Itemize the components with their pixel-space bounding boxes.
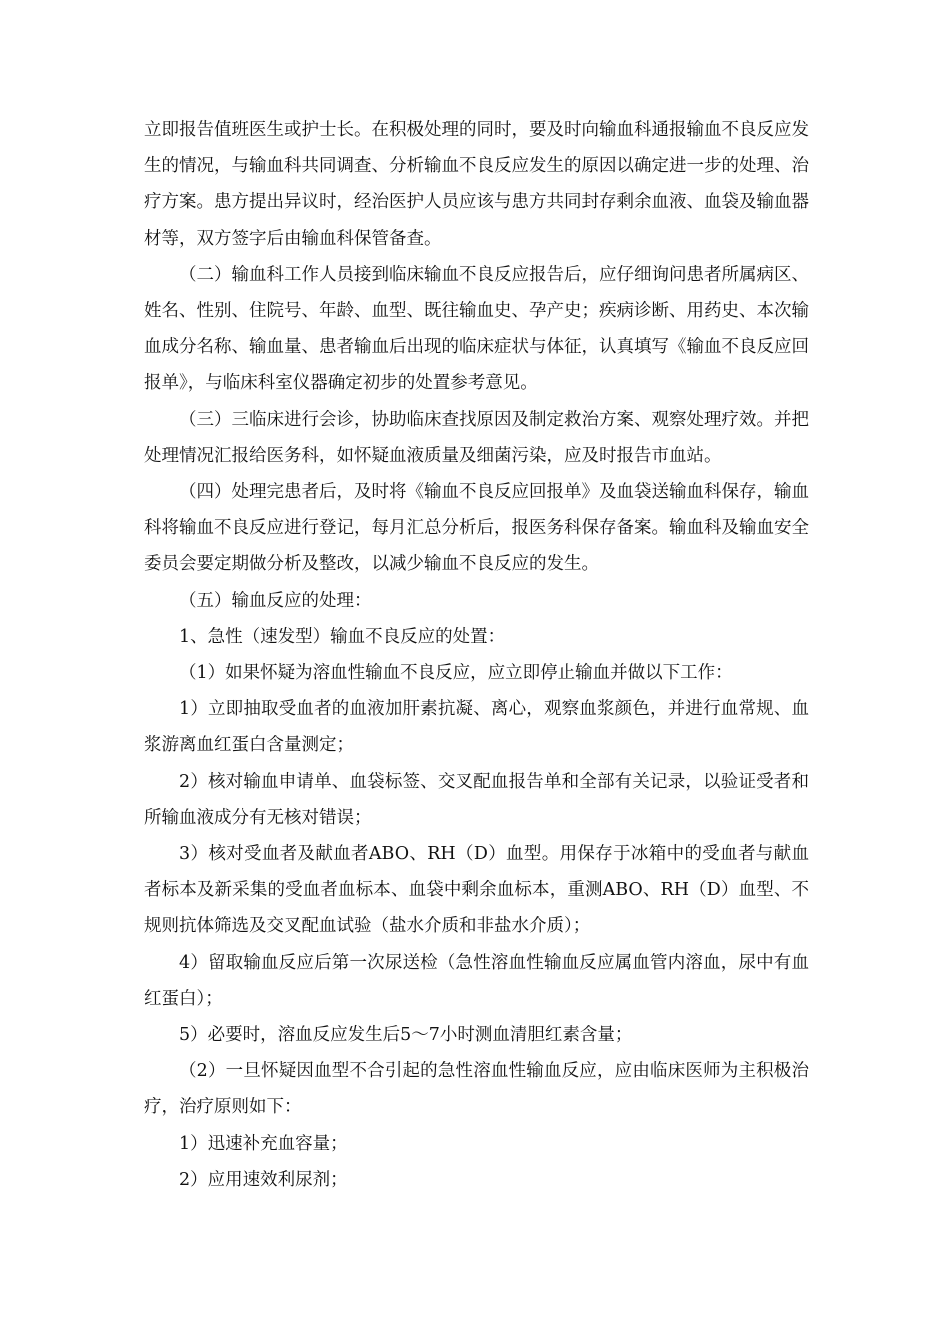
- paragraph-subitem-1-3: 3）核对受血者及献血者ABO、RH（D）血型。用保存于冰箱中的受血者与献血者标本及新采集的受血者血标本、血袋中剩余血标本，重测ABO、RH（D）血型、不规则抗体筛选及交叉配血试验（盐水介质和非盐水介质）；: [144, 844, 809, 937]
- document-page: [144, 112, 809, 1198]
- paragraph-acute-reaction-heading: 1、急性（速发型）输血不良反应的处置：: [179, 626, 506, 647]
- paragraph-subitem-1-1: 1）立即抽取受血者的血液加肝素抗凝、离心，观察血浆颜色，并进行血常规、血浆游离血红蛋白含量测定；: [144, 699, 809, 756]
- paragraph-subitem-2-2: 2）应用速效利尿剂；: [179, 1169, 348, 1190]
- paragraph-item-1: （1）如果怀疑为溶血性输血不良反应，应立即停止输血并做以下工作：: [179, 663, 733, 684]
- paragraph-subitem-1-2: 2）核对输血申请单、血袋标签、交叉配血报告单和全部有关记录，以验证受者和所输血液成分有无核对错误；: [144, 771, 809, 828]
- paragraph-section-3: （三）三临床进行会诊，协助临床查找原因及制定救治方案、观察处理疗效。并把处理情况汇报给医务科，如怀疑血液质量及细菌污染，应及时报告市血站。: [144, 409, 809, 466]
- paragraph-report-continuation: 立即报告值班医生或护士长。在积极处理的同时，要及时向输血科通报输血不良反应发生的情况，与输血科共同调查、分析输血不良反应发生的原因以确定进一步的处理、治疗方案。患方提出异议时，经治医护人员应该与患方共同封存剩余血液、血袋及输血器材等，双方签字后由输血科保管备查。: [144, 120, 809, 249]
- paragraph-section-4: （四）处理完患者后，及时将《输血不良反应回报单》及血袋送输血科保存，输血科将输血不良反应进行登记，每月汇总分析后，报医务科保存备案。输血科及输血安全委员会要定期做分析及整改，以减少输血不良反应的发生。: [144, 482, 809, 575]
- paragraph-item-2: （2）一旦怀疑因血型不合引起的急性溶血性输血反应，应由临床医师为主积极治疗，治疗原则如下：: [144, 1061, 809, 1118]
- paragraph-subitem-1-4: 4）留取输血反应后第一次尿送检（急性溶血性输血反应属血管内溶血，尿中有血红蛋白）；: [144, 952, 809, 1009]
- paragraph-section-5-heading: （五）输血反应的处理：: [179, 590, 372, 611]
- paragraph-subitem-2-1: 1）迅速补充血容量；: [179, 1133, 348, 1154]
- paragraph-section-2: （二）输血科工作人员接到临床输血不良反应报告后，应仔细询问患者所属病区、姓名、性别、住院号、年龄、血型、既往输血史、孕产史；疾病诊断、用药史、本次输血成分名称、输血量、患者输血后出现的临床症状与体征，认真填写《输血不良反应回报单》，与临床科室仪器确定初步的处置参考意见。: [144, 264, 809, 394]
- paragraph-subitem-1-5: 5）必要时，溶血反应发生后5～7小时测血清胆红素含量；: [179, 1025, 633, 1046]
